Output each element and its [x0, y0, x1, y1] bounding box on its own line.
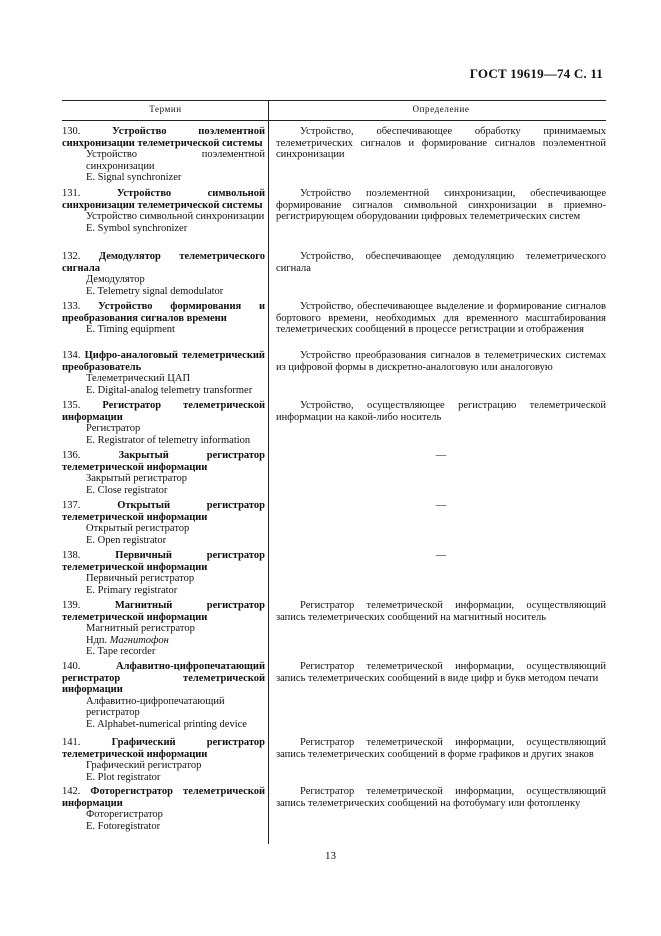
term-title: Регистратор телеметрической информации	[62, 400, 265, 423]
term-title: Цифро-аналоговый телеметрический преобразователь	[62, 350, 265, 373]
term-cell	[62, 188, 265, 234]
definition-cell	[276, 500, 606, 512]
term-english: E. Close registrator	[86, 484, 168, 496]
entry-number: 140.	[62, 661, 81, 672]
definition-text: Регистратор телеметрической информации, осуществляющий запись телеметрических сообщений на магнитный носитель	[276, 600, 606, 623]
term-english: E. Primary registrator	[86, 584, 178, 596]
term-title: Графический регистратор телеметрической информации	[62, 737, 266, 760]
column-header-definition: Определение	[412, 104, 470, 114]
entry-number: 131.	[62, 188, 81, 199]
term-title: Устройство формирования и преобразования сигналов времени	[62, 301, 265, 324]
entry-number: 139.	[62, 600, 81, 611]
term-title: Закрытый регистратор телеметрической информации	[62, 450, 265, 473]
term-title: Фоторегистратор телеметрической информации	[62, 786, 265, 809]
definition-cell	[276, 188, 606, 223]
entry-number: 132.	[62, 251, 81, 262]
term-synonym: Первичный регистратор	[86, 573, 195, 584]
definition-text: Регистратор телеметрической информации, осуществляющий запись телеметрических сообщений в виде цифр и букв методом печати	[276, 661, 606, 684]
definition-dash: —	[435, 450, 447, 461]
term-title: Устройство поэлементной синхронизации телеметрической системы	[62, 126, 265, 149]
definition-cell	[276, 350, 606, 373]
definition-cell	[276, 737, 606, 760]
entry-number: 141.	[62, 737, 81, 748]
term-synonym: Графический регистратор	[86, 760, 202, 771]
term-title: Демодулятор телеметрического сигнала	[62, 251, 265, 274]
term-synonym: Демодулятор	[86, 274, 145, 285]
term-cell	[62, 737, 265, 783]
term-deprecated	[62, 635, 265, 647]
table-header	[62, 100, 606, 121]
entry-number: 135.	[62, 400, 81, 411]
definition-cell	[276, 786, 606, 809]
definition-text: Устройство, обеспечивающее выделение и формирование сигналов бортового времени, необходимых для временного масштабирования телеметрических сообщений в процессе регистрации и отображения	[276, 301, 606, 335]
term-synonym: Открытый регистратор	[86, 523, 190, 534]
term-synonym: Устройство поэлементной синхронизации	[86, 149, 265, 172]
term-cell	[62, 450, 265, 496]
term-title: Алфавитно-цифропечатающий регистратор телеметрической информации	[62, 661, 265, 695]
definition-text: Устройство, осуществляющее регистрацию телеметрической информации на какой-либо носитель	[276, 400, 606, 423]
term-english: E. Timing equipment	[86, 324, 175, 335]
definition-dash: —	[435, 550, 447, 561]
definition-cell	[276, 600, 606, 623]
definition-cell	[276, 450, 606, 462]
definition-text: Регистратор телеметрической информации, осуществляющий запись телеметрических сообщений в форме графиков и других знаков	[276, 737, 606, 760]
entry-number: 134.	[62, 350, 81, 361]
term-title: Первичный регистратор телеметрической информации	[62, 550, 265, 573]
definition-dash: —	[435, 500, 447, 511]
definition-cell	[276, 550, 606, 562]
entry-number: 142.	[62, 786, 81, 797]
entry-number: 133.	[62, 301, 81, 312]
term-english: E. Tape recorder	[86, 646, 156, 657]
term-english: E. Registrator of telemetry information	[86, 434, 251, 446]
term-english: E. Fotoregistrator	[86, 820, 161, 832]
definition-cell	[276, 126, 606, 161]
column-header-term: Термин	[149, 104, 182, 114]
definition-cell	[276, 301, 606, 336]
document-code: ГОСТ 19619—74 С. 11	[469, 66, 603, 81]
term-synonym: Закрытый регистратор	[86, 473, 188, 484]
deprecated-term: Магнитофон	[109, 634, 169, 646]
term-cell	[62, 661, 265, 730]
term-cell	[62, 251, 265, 297]
term-english: E. Symbol synchronizer	[86, 222, 188, 234]
definition-text: Устройство, обеспечивающее обработку принимаемых телеметрических сигналов и формирование сигналов поэлементной синхронизации	[276, 126, 606, 160]
deprecated-label: Ндп.	[86, 634, 108, 646]
term-cell	[62, 600, 265, 658]
term-synonym: Магнитный регистратор	[86, 623, 195, 634]
term-english: E. Alphabet-numerical printing device	[86, 718, 247, 730]
term-english: E. Signal synchronizer	[86, 172, 182, 183]
definition-cell	[276, 251, 606, 274]
term-cell	[62, 126, 265, 184]
term-cell	[62, 301, 265, 336]
page-number: 13	[325, 850, 336, 862]
term-synonym: Фоторегистратор	[86, 809, 163, 820]
definition-text: Устройство преобразования сигналов в телеметрических системах из цифровой формы в дискретно-аналоговую или аналоговую	[276, 350, 606, 373]
entry-number: 137.	[62, 500, 81, 511]
term-synonym: Телеметрический ЦАП	[86, 373, 191, 384]
term-cell	[62, 550, 265, 596]
entry-number: 130.	[62, 126, 81, 137]
term-synonym: Устройство символьной синхронизации	[86, 211, 265, 222]
column-divider	[268, 101, 269, 844]
definition-cell	[276, 661, 606, 684]
term-title: Магнитный регистратор телеметрической информации	[62, 600, 265, 623]
term-cell	[62, 500, 265, 546]
term-english: E. Digital-analog telemetry transformer	[86, 384, 253, 396]
entry-number: 136.	[62, 450, 81, 461]
term-english: E. Telemetry signal demodulator	[86, 285, 224, 297]
term-title: Устройство символьной синхронизации телеметрической системы	[62, 188, 265, 211]
definition-text: Устройство, обеспечивающее демодуляцию телеметрического сигнала	[276, 251, 606, 274]
definition-text: Регистратор телеметрической информации, осуществляющий запись телеметрических сообщений на фотобумагу или фотопленку	[276, 786, 606, 809]
definition-text: Устройство поэлементной синхронизации, обеспечивающее формирование сигналов символьной синхронизации в приемно-регистрирующем оборудовании цифровых телеметрических систем	[276, 188, 606, 222]
term-english: E. Plot registrator	[86, 771, 161, 783]
term-synonym: Регистратор	[86, 423, 141, 434]
term-english: E. Open registrator	[86, 534, 167, 546]
term-cell	[62, 350, 265, 396]
term-title: Открытый регистратор телеметрической информации	[62, 500, 266, 523]
term-cell	[62, 400, 265, 446]
term-cell	[62, 786, 265, 832]
definition-cell	[276, 400, 606, 423]
term-synonym: Алфавитно-цифропечатающий регистратор	[86, 695, 225, 718]
entry-number: 138.	[62, 550, 81, 561]
